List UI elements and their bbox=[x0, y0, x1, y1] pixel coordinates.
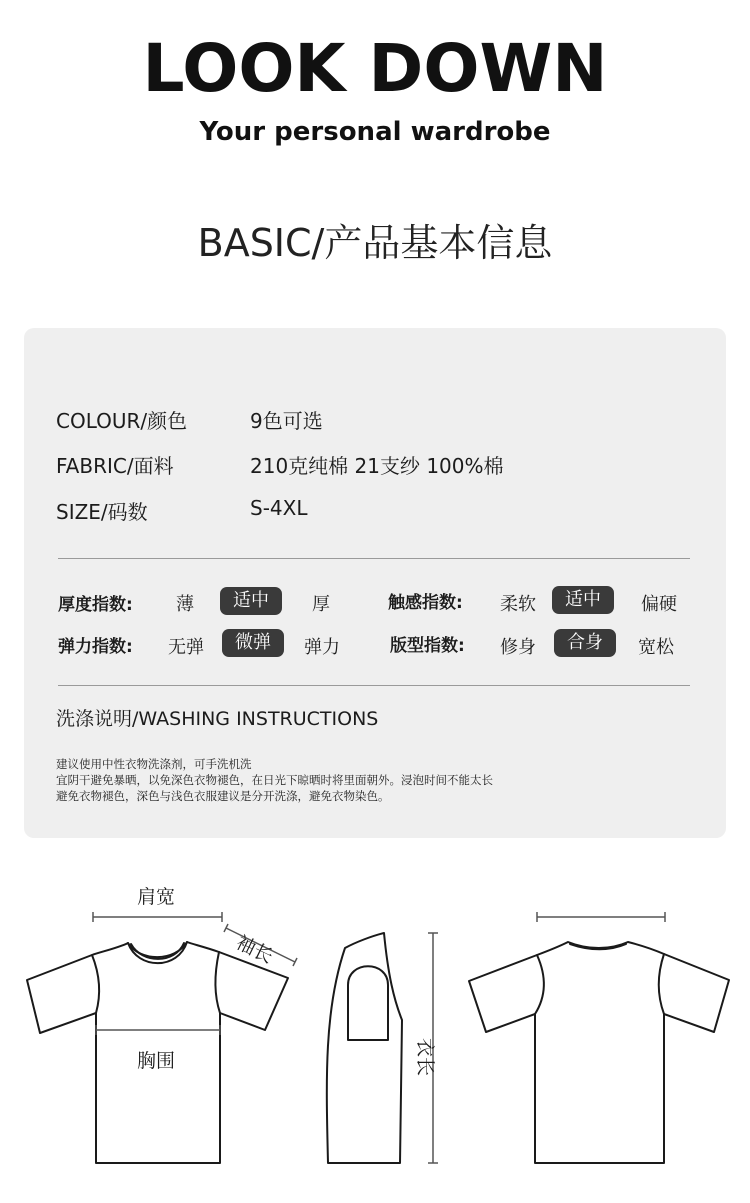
washing-line: 避免衣物褪色，深色与浅色衣服建议是分开洗涤，避免衣物染色。 bbox=[56, 789, 390, 803]
thickness-option-selected: 适中 bbox=[220, 587, 282, 615]
washing-line: 宜阴干避免暴晒，以免深色衣物褪色，在日光下晾晒时将里面朝外。浸泡时间不能太长 bbox=[56, 773, 493, 787]
shoulder-label: 肩宽 bbox=[137, 886, 176, 908]
touch-option-hard: 偏硬 bbox=[641, 594, 677, 615]
brand-tagline: Your personal wardrobe bbox=[199, 117, 551, 147]
fit-index-label: 版型指数: bbox=[390, 636, 465, 656]
touch-option-selected: 适中 bbox=[552, 586, 614, 614]
thickness-option-thick: 厚 bbox=[312, 594, 330, 615]
fit-option-loose: 宽松 bbox=[638, 637, 674, 658]
spec-label: SIZE/码数 bbox=[56, 500, 148, 524]
washing-line: 建议使用中性衣物洗涤剂，可手洗机洗 bbox=[56, 757, 252, 771]
touch-option-soft: 柔软 bbox=[500, 594, 536, 615]
spec-value: 9色可选 bbox=[250, 409, 323, 433]
tshirt-measurement-diagram bbox=[0, 860, 750, 1203]
touch-index-label: 触感指数: bbox=[388, 593, 463, 613]
elasticity-index-label: 弹力指数: bbox=[58, 637, 133, 657]
washing-title: 洗涤说明/WASHING INSTRUCTIONS bbox=[56, 708, 379, 730]
elasticity-option-none: 无弹 bbox=[168, 637, 204, 658]
tshirt-back-icon bbox=[469, 942, 729, 1163]
section-title: BASIC/产品基本信息 bbox=[197, 221, 553, 265]
spec-value: S-4XL bbox=[250, 496, 308, 520]
divider bbox=[58, 558, 690, 559]
spec-label: FABRIC/面料 bbox=[56, 454, 174, 478]
divider bbox=[58, 685, 690, 686]
spec-value: 210克纯棉 21支纱 100%棉 bbox=[250, 454, 504, 478]
fit-option-selected: 合身 bbox=[554, 629, 616, 657]
spec-label: COLOUR/颜色 bbox=[56, 409, 188, 433]
thickness-index-label: 厚度指数: bbox=[58, 595, 133, 615]
elasticity-option-selected: 微弹 bbox=[222, 629, 284, 657]
thickness-option-thin: 薄 bbox=[176, 594, 194, 615]
length-label: 衣长 bbox=[414, 1038, 436, 1077]
brand-title: LOOK DOWN bbox=[142, 30, 608, 107]
tshirt-side-icon bbox=[327, 933, 402, 1163]
chest-label: 胸围 bbox=[137, 1050, 176, 1072]
fit-option-slim: 修身 bbox=[500, 637, 536, 658]
elasticity-option-stretch: 弹力 bbox=[304, 637, 340, 658]
sleeve-label: 袖长 bbox=[232, 931, 277, 969]
